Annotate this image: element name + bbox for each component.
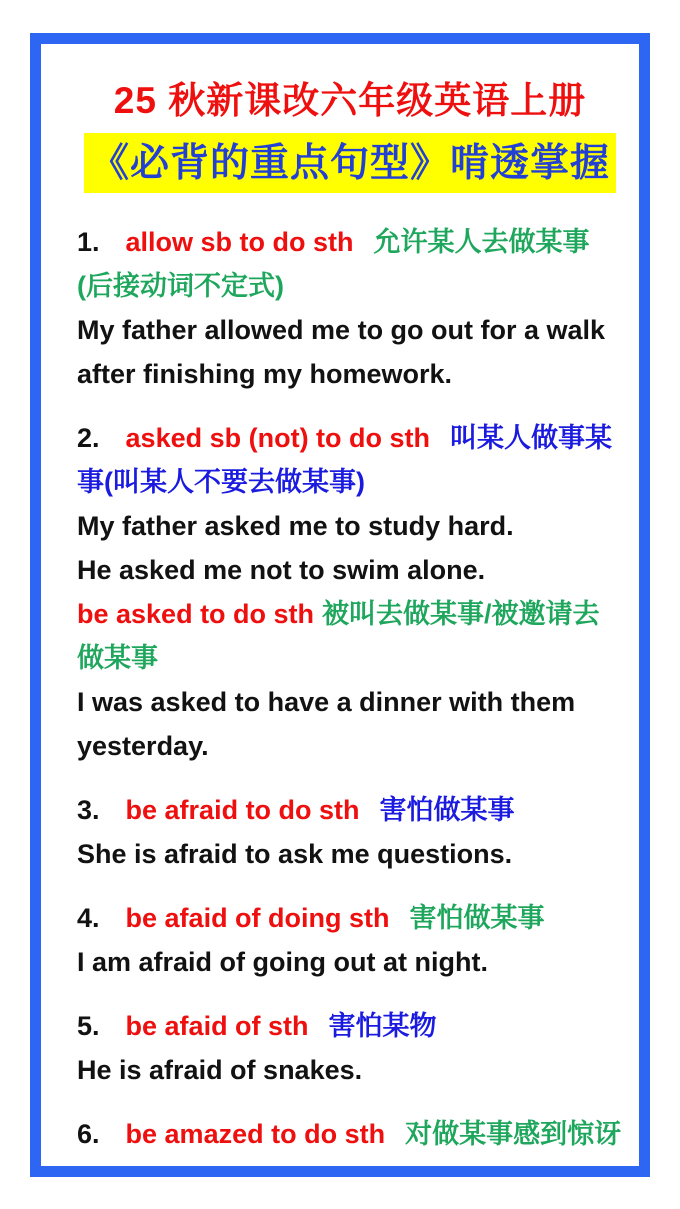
section-2 [77, 416, 623, 768]
translation-text: 害怕做某事 [379, 795, 515, 826]
example-sentence: He is afraid of snakes. [77, 1055, 363, 1086]
section-number: 5. [77, 1011, 100, 1042]
section-heading [77, 788, 623, 832]
section-number: 6. [77, 1119, 100, 1150]
section-heading [77, 1004, 623, 1048]
phrase-text: be afaid of doing sth [125, 903, 390, 934]
section-heading [77, 1112, 623, 1156]
translation-text: 允许某人去做某事(后接动词不定式) [77, 227, 590, 302]
example-sentence: My father asked me to study hard. [77, 511, 514, 542]
example-sentence: I am afraid of going out at night. [77, 947, 488, 978]
section-number: 4. [77, 903, 100, 934]
example-sentence: She is afraid to ask me questions. [77, 839, 513, 870]
section-1 [77, 220, 623, 396]
section-number: 1. [77, 227, 100, 258]
sub-translation-text: 被叫去做某事/被邀请去做某事 [77, 599, 600, 674]
translation-text: 害怕做某事 [409, 903, 545, 934]
sub-heading [77, 592, 623, 680]
section-heading [77, 416, 623, 504]
translation-text: 害怕某物 [328, 1011, 437, 1042]
translation-text: 对做某事感到惊讶 [405, 1119, 622, 1150]
section-6 [77, 1112, 623, 1156]
section-heading [77, 220, 623, 308]
example-sentence: He asked me not to swim alone. [77, 555, 486, 586]
section-5 [77, 1004, 623, 1092]
phrase-text: allow sb to do sth [125, 227, 354, 258]
phrase-text: be amazed to do sth [125, 1119, 386, 1150]
section-4 [77, 896, 623, 984]
section-heading [77, 896, 623, 940]
example-sentence: My father allowed me to go out for a walk after finishing my homework. [77, 315, 606, 390]
phrase-text: be afaid of sth [125, 1011, 309, 1042]
phrase-text: asked sb (not) to do sth [125, 423, 431, 454]
main-title: 25 秋新课改六年级英语上册 [113, 80, 587, 121]
document-frame [30, 33, 650, 1177]
phrase-text: be afraid to do sth [125, 795, 360, 826]
section-3 [77, 788, 623, 876]
example-sentence: I was asked to have a dinner with them yesterday. [77, 687, 576, 762]
sections-list [77, 220, 623, 1156]
translation-text: 叫某人做事某事(叫某人不要去做某事) [77, 423, 613, 498]
highlight-title-row [77, 133, 623, 193]
highlight-title: 《必背的重点句型》啃透掌握 [84, 133, 616, 193]
sub-phrase-text: be asked to do sth [77, 599, 315, 630]
section-number: 2. [77, 423, 100, 454]
section-number: 3. [77, 795, 100, 826]
